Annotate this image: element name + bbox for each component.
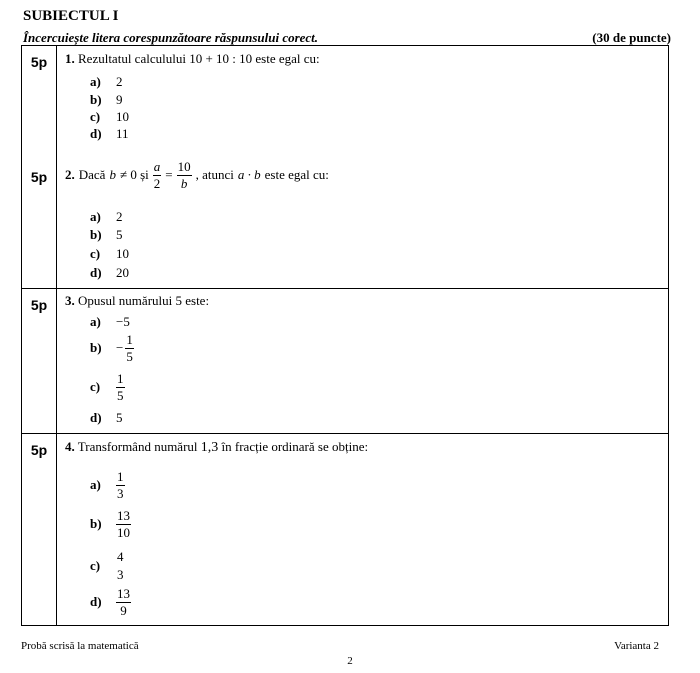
option-label: a) bbox=[90, 74, 101, 89]
fraction bbox=[116, 587, 131, 617]
question-text: Rezultatul calculului bbox=[78, 51, 186, 66]
option[interactable] bbox=[90, 548, 125, 583]
fraction bbox=[125, 333, 134, 363]
option-value: 2 bbox=[116, 209, 123, 224]
fraction bbox=[116, 470, 125, 500]
fraction-denominator: 9 bbox=[120, 602, 127, 618]
page-number: 2 bbox=[347, 655, 353, 667]
option-label: c) bbox=[90, 557, 101, 573]
math-variable: b bbox=[109, 167, 116, 183]
question-number: 1. bbox=[65, 51, 75, 66]
option[interactable] bbox=[90, 314, 130, 330]
option[interactable] bbox=[90, 92, 123, 108]
option-label: a) bbox=[90, 209, 101, 224]
option[interactable] bbox=[90, 227, 123, 243]
option[interactable] bbox=[90, 372, 125, 402]
section-title: SUBIECTUL I bbox=[23, 8, 119, 24]
fraction-denominator: 2 bbox=[153, 175, 161, 191]
question-number: 2. bbox=[65, 167, 75, 183]
option-value: 9 bbox=[116, 92, 123, 107]
question-text: în fracție ordinară se obține: bbox=[221, 439, 369, 454]
option-value: 11 bbox=[116, 126, 129, 141]
option[interactable] bbox=[90, 470, 125, 500]
question-text: , atunci bbox=[195, 167, 234, 183]
question-text: este egal cu: bbox=[255, 51, 320, 66]
question-text: Transformând numărul bbox=[77, 439, 198, 454]
option-value: 2 bbox=[116, 74, 123, 89]
fraction-numerator: a bbox=[153, 159, 161, 174]
option[interactable] bbox=[90, 126, 129, 142]
question-number: 3. bbox=[65, 293, 75, 308]
instruction-line bbox=[23, 30, 671, 46]
fraction-numerator: 4 bbox=[117, 549, 124, 564]
footer-left: Probă scrisă la matematică bbox=[21, 640, 139, 652]
fraction-numerator: 1 bbox=[126, 332, 133, 347]
option-value: 20 bbox=[116, 265, 129, 280]
option-label: b) bbox=[90, 227, 102, 242]
option-value: 10 bbox=[116, 109, 129, 124]
points-total: (30 de puncte) bbox=[592, 30, 671, 45]
footer-right: Varianta 2 bbox=[614, 640, 659, 652]
option-value: 5 bbox=[116, 410, 123, 425]
option[interactable] bbox=[90, 333, 134, 363]
fraction bbox=[116, 548, 125, 583]
fraction-numerator: 10 bbox=[177, 159, 191, 174]
option-label: d) bbox=[90, 594, 102, 610]
option-label: d) bbox=[90, 410, 102, 425]
fraction-denominator: 3 bbox=[117, 566, 124, 582]
score-column-divider bbox=[56, 46, 57, 625]
question-text: este egal cu: bbox=[264, 167, 329, 183]
question-text: Dacă bbox=[78, 167, 106, 183]
question-4 bbox=[65, 439, 368, 456]
instruction-text: Încercuiește litera corespunzătoare răspunsului corect. bbox=[23, 30, 319, 45]
score-q2: 5p bbox=[30, 169, 48, 185]
fraction-numerator: 1 bbox=[117, 371, 124, 386]
option-label: a) bbox=[90, 477, 101, 493]
option-label: b) bbox=[90, 516, 102, 532]
score-q1: 5p bbox=[30, 54, 48, 70]
fraction-denominator: b bbox=[180, 175, 188, 191]
fraction-denominator: 5 bbox=[117, 387, 124, 403]
option-value: 10 bbox=[116, 246, 129, 261]
math-relation: ≠ 0 și bbox=[119, 167, 149, 183]
row-divider bbox=[22, 433, 668, 434]
option-label: b) bbox=[90, 340, 102, 356]
fraction-denominator: 3 bbox=[117, 485, 124, 501]
option-label: b) bbox=[90, 92, 102, 107]
option[interactable] bbox=[90, 410, 123, 426]
minus-sign: − bbox=[116, 340, 124, 356]
score-q4: 5p bbox=[30, 442, 48, 458]
fraction-numerator: 13 bbox=[117, 586, 130, 601]
fraction-numerator: 13 bbox=[117, 508, 130, 523]
option-label: d) bbox=[90, 126, 102, 141]
option[interactable] bbox=[90, 74, 123, 90]
question-text: Opusul numărului 5 este: bbox=[78, 293, 210, 308]
fraction-denominator: 5 bbox=[126, 348, 133, 364]
row-divider bbox=[22, 288, 668, 289]
option-label: c) bbox=[90, 109, 101, 124]
option[interactable] bbox=[90, 109, 129, 125]
option-label: a) bbox=[90, 314, 101, 329]
questions-table bbox=[21, 45, 669, 626]
question-1 bbox=[65, 51, 320, 67]
score-q3: 5p bbox=[30, 297, 48, 313]
option[interactable] bbox=[90, 209, 123, 225]
fraction bbox=[116, 372, 125, 402]
option-value: −5 bbox=[116, 314, 130, 329]
option[interactable] bbox=[90, 246, 129, 262]
equals-sign: = bbox=[165, 167, 173, 183]
fraction bbox=[153, 160, 162, 190]
option-value: 5 bbox=[116, 227, 123, 242]
option-label: c) bbox=[90, 246, 101, 261]
option-label: c) bbox=[90, 379, 101, 395]
fraction-numerator: 1 bbox=[117, 469, 124, 484]
question-3 bbox=[65, 293, 209, 309]
option[interactable] bbox=[90, 265, 129, 281]
option[interactable] bbox=[90, 587, 131, 617]
fraction bbox=[177, 160, 192, 190]
option-label: d) bbox=[90, 265, 102, 280]
math-expression: 1,3 bbox=[200, 440, 219, 455]
option[interactable] bbox=[90, 509, 131, 539]
math-expression: a · b bbox=[237, 167, 261, 183]
question-2 bbox=[65, 160, 329, 190]
fraction-denominator: 10 bbox=[117, 524, 130, 540]
fraction bbox=[116, 509, 131, 539]
math-expression: 10 + 10 : 10 bbox=[189, 51, 253, 66]
question-number: 4. bbox=[65, 439, 75, 454]
